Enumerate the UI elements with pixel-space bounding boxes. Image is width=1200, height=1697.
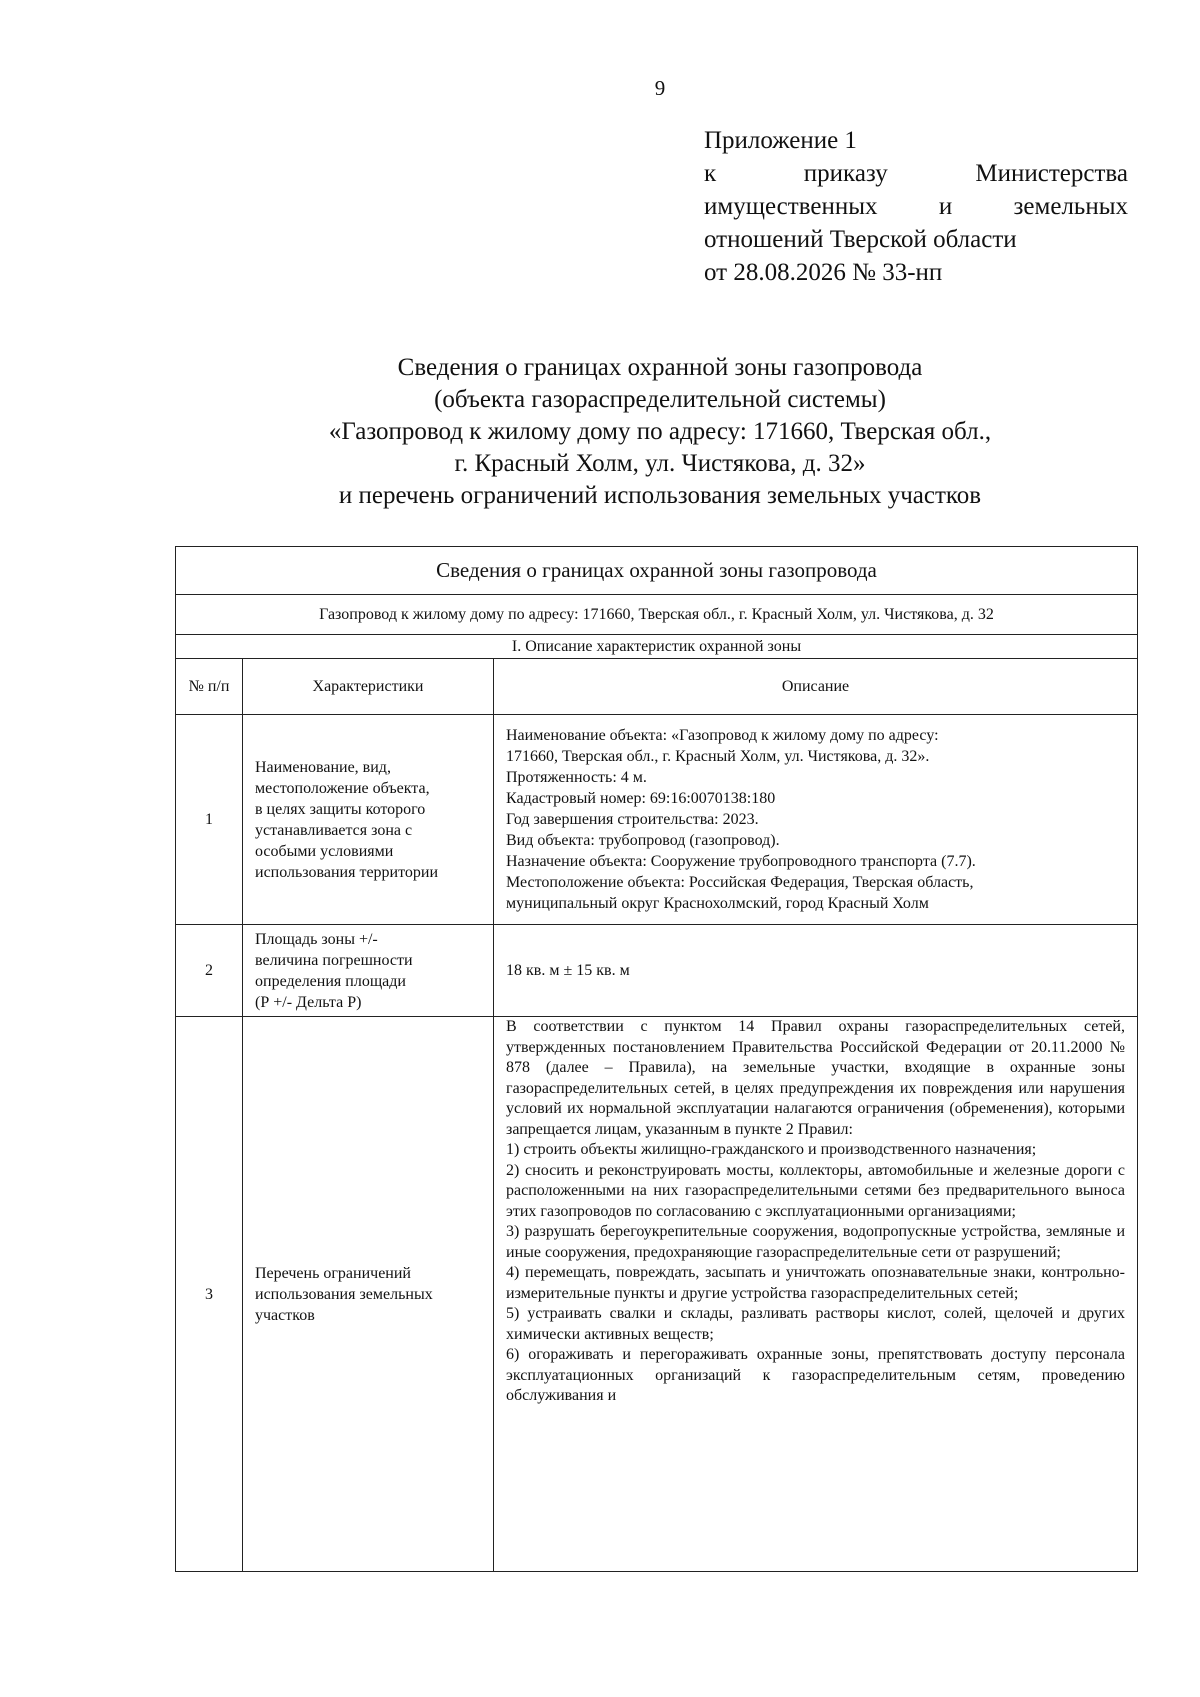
characteristic-line: Перечень ограничений: [255, 1264, 411, 1282]
description-paragraph: В соответствии с пунктом 14 Правил охраны газораспределительных сетей, утвержденных постановлением Правительства Российской Федерации от 20.11.2000 № 878 (далее – Правила), на земельные участки, входящие в охранные зоны газораспределительных сетей, в целях предупреждения их повреждения или нарушения условий их нормальной эксплуатации налагаются ограничения (обременения), которыми запрещается лицам, указанным в пункте 2 Правил:: [506, 1018, 1125, 1138]
description-line: муниципальный округ Краснохолмский, город Красный Холм: [506, 895, 929, 912]
description-paragraph: 4) перемещать, повреждать, засыпать и уничтожать опознавательные знаки, контрольно-измерительные пункты и другие устройства газораспределительных сетей;: [506, 1264, 1125, 1302]
title-line: и перечень ограничений использования земельных участков: [338, 482, 982, 509]
description-paragraph: 5) устраивать свалки и склады, разливать растворы кислот, солей, щелочей и других химически активных веществ;: [506, 1305, 1125, 1343]
appendix-line: имущественных и земельных: [704, 193, 1128, 220]
row-number: 3: [176, 1017, 243, 1572]
table-row: [176, 925, 1138, 1017]
zone-table: [175, 546, 1138, 1572]
row-description: [494, 1017, 1138, 1572]
description-paragraph: 6) огораживать и перегораживать охранные зоны, препятствовать доступу персонала эксплуатационных организаций к газораспределительным сетям, проведению обслуживания и: [506, 1346, 1125, 1404]
characteristic-line: в целях защиты которого: [255, 800, 426, 818]
row-characteristic: [243, 1017, 494, 1572]
description-paragraph: 3) разрушать берегоукрепительные сооружения, водопропускные устройства, земляные и иные сооружения, предохраняющие газораспределительные сети от разрушений;: [506, 1223, 1125, 1261]
title-line: «Газопровод к жилому дому по адресу: 171660, Тверская обл.,: [328, 418, 992, 445]
title-line: (объекта газораспределительной системы): [434, 386, 886, 413]
table-heading: Сведения о границах охранной зоны газопровода: [176, 547, 1138, 595]
appendix-date: от 28.08.2026 № 33-нп: [704, 259, 943, 286]
document-title: [240, 352, 1080, 512]
appendix-title: Приложение 1: [704, 127, 857, 154]
description-line: 171660, Тверская обл., г. Красный Холм, ул. Чистякова, д. 32».: [506, 748, 930, 765]
characteristic-line: участков: [255, 1306, 315, 1324]
description-paragraph: 1) строить объекты жилищно-гражданского и производственного назначения;: [506, 1141, 1037, 1158]
description-line: Местоположение объекта: Российская Федерация, Тверская область,: [506, 874, 974, 891]
characteristic-line: использования территории: [255, 863, 439, 881]
characteristic-line: (Р +/- Дельта Р): [255, 993, 362, 1011]
description-line: Назначение объекта: Сооружение трубопроводного транспорта (7.7).: [506, 853, 976, 870]
appendix-block: [704, 124, 1128, 289]
description-line: Протяженность: 4 м.: [506, 769, 647, 786]
row-description: 18 кв. м ± 15 кв. м: [494, 925, 1138, 1017]
characteristic-line: Наименование, вид,: [255, 758, 391, 776]
page-number: 9: [654, 76, 666, 100]
row-description: [494, 715, 1138, 925]
title-line: Сведения о границах охранной зоны газопровода: [397, 354, 923, 381]
row-characteristic: [243, 925, 494, 1017]
characteristic-line: использования земельных: [255, 1285, 433, 1303]
characteristic-line: особыми условиями: [255, 842, 394, 860]
description-line: Наименование объекта: «Газопровод к жилому дому по адресу:: [506, 727, 939, 744]
description-paragraph: 2) сносить и реконструировать мосты, коллекторы, автомобильные и железные дороги с расположенными на них газораспределительными сетями без предварительного выноса этих газопроводов по согласованию с эксплуатационными организациями;: [506, 1161, 1125, 1220]
title-line: г. Красный Холм, ул. Чистякова, д. 32»: [454, 450, 866, 477]
table-row: [176, 1017, 1138, 1572]
characteristic-line: величина погрешности: [255, 951, 413, 969]
characteristic-line: устанавливается зона с: [255, 821, 413, 839]
description-line: Год завершения строительства: 2023.: [506, 811, 759, 828]
characteristic-line: местоположение объекта,: [255, 779, 430, 797]
row-number: 1: [176, 715, 243, 925]
table-row: [176, 715, 1138, 925]
characteristic-line: Площадь зоны +/-: [255, 930, 378, 948]
appendix-line: отношений Тверской области: [704, 226, 1017, 253]
column-header-description: Описание: [494, 659, 1138, 715]
table-section-title: I. Описание характеристик охранной зоны: [176, 635, 1138, 659]
description-line: Вид объекта: трубопровод (газопровод).: [506, 832, 780, 849]
row-characteristic: [243, 715, 494, 925]
appendix-line: к приказу Министерства: [704, 160, 1128, 187]
description-line: Кадастровый номер: 69:16:0070138:180: [506, 790, 776, 807]
column-header-characteristics: Характеристики: [243, 659, 494, 715]
characteristic-line: определения площади: [255, 972, 406, 990]
column-header-number: № п/п: [176, 659, 243, 715]
row-number: 2: [176, 925, 243, 1017]
table-object-name: Газопровод к жилому дому по адресу: 171660, Тверская обл., г. Красный Холм, ул. Чистякова, д. 32: [176, 595, 1138, 635]
